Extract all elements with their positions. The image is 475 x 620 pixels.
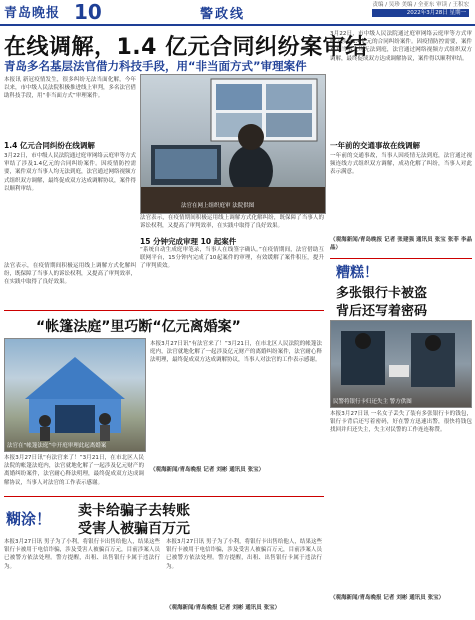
masthead-meta	[372, 1, 469, 17]
police-returning-cards-illustration	[331, 321, 471, 407]
lead-body-2: “系统自动生成庭审笔录，当事人在线签字确认。”在疫情期间，法官借助互联网平台，15分钟内完成了10起案件的审理，有效缓解了案件积压，提升了审判质效。	[140, 247, 324, 270]
story4-body-cont: 本报3月27日讯 男子为了小利，将银行卡出售给他人，结果这些银行卡被用于电信诈骗，涉及受害人被骗百万元，目前涉案人员已被警方依法处理。警方提醒，出租、出售银行卡属于违法行为。	[166, 539, 322, 570]
lead-subhead-1: 1.4 亿元合同纠纷在线调解	[4, 141, 95, 150]
lead-subhead-2: 15 分钟完成审理 10 起案件	[140, 237, 237, 246]
lead-subhead-3: 一年前的交通事故在线调解	[330, 141, 420, 150]
story2-credit: （观海新闻/青岛晚报 记者 刘彬 通讯员 张宝）	[150, 467, 265, 473]
masthead-rule	[0, 24, 475, 26]
lead-subhead: 青岛多名基层法官借力科技手段，用“非当面方式”审理案件	[4, 59, 307, 73]
story4-headline-2: 受害人被骗百万元	[78, 521, 190, 537]
lead-body-1: 3月22日，市中级人民法院通过庭审网络云庭审等方式审结了涉及1.4亿元的合同纠纷案件。因疫情防控需要，案件双方当事人均无法到庭，法官通过网络视频方式组织双方调解，最终促成双方达成调解协议，案件得以顺利审结。	[4, 153, 136, 192]
editor-line: 责编 / 吴珍 美编 / 全亚东 审读 / 王积宏	[372, 2, 469, 8]
section-title: 警政线	[200, 7, 246, 22]
newspaper-brand: 青岛晚报	[4, 6, 61, 21]
story4-headline-1: 卖卡给骗子去转账	[78, 503, 190, 519]
story2-body-cont: 本报3月27日讯“有法官来了！”3月21日，在市北区人民法院的帐篷法庭内，法官就地化解了一起涉及亿元财产的离婚纠纷案件，法官耐心释法明理，最终促成双方达成调解协议，当事人对法官的工作表示感谢。	[150, 341, 322, 364]
story2-photo-caption: 法官在“帐篷法庭”中开庭审理此起离婚案	[7, 443, 107, 449]
date-line: 2022年3月28日 星期一	[372, 9, 469, 17]
divider-line	[4, 310, 324, 311]
lead-headline: 在线调解，1.4 亿元合同纠纷案审结	[4, 35, 368, 60]
lead-body-right: 3月22日，市中级人民法院通过庭审网络云庭审等方式审结了涉及1.4亿元的合同纠纷案件。因疫情防控需要，案件双方当事人均无法到庭，法官通过网络视频方式组织双方调解，最终促成双方达成调解协议，案件得以顺利审结。	[330, 31, 472, 62]
court-screen-illustration	[141, 75, 325, 213]
page-number: 10	[74, 0, 102, 24]
lead-body-1b: 法官表示，在疫情期间积极运用线上调解方式化解纠纷，既保障了当事人的诉讼权利，又提高了审判效率，在实践中取得了良好效果。	[140, 215, 324, 230]
lead-body-3: 一年前的交通事故，当事人因疫情无法到庭，法官通过视频连线方式组织双方调解，成功化解了纠纷，当事人对此表示满意。	[330, 153, 472, 176]
story3-photo-caption: 民警将银行卡归还失主 警方供图	[333, 399, 412, 405]
lead-intro: 本报讯 新冠疫情发生，很多纠纷无法当面化解，今年以来，市中级人民法院积极推进线上审判，多名法官借助科技手段，用“非当面方式”审理案件。	[4, 77, 136, 100]
story4-tag: 糊涂！	[6, 510, 52, 528]
tent-court-illustration	[5, 339, 145, 451]
story2-photo	[4, 338, 146, 452]
story2-body: 本报3月27日讯“有法官来了！”3月21日，在市北区人民法院的帐篷法庭内，法官就地化解了一起涉及亿元财产的离婚纠纷案件，法官耐心释法明理，最终促成双方达成调解协议，当事人对法官的工作表示感谢。	[4, 455, 144, 486]
lead-body-1-cont: 法官表示，在疫情期间积极运用线上调解方式化解纠纷，既保障了当事人的诉讼权利，又提高了审判效率，在实践中取得了良好效果。	[4, 263, 136, 286]
story3-tag: 糟糕！	[336, 265, 378, 281]
story3-headline-2: 背后还写着密码	[336, 304, 428, 319]
story4-body: 本报3月27日讯 男子为了小利，将银行卡出售给他人，结果这些银行卡被用于电信诈骗，涉及受害人被骗百万元，目前涉案人员已被警方依法处理。警方提醒，出租、出售银行卡属于违法行为。	[4, 539, 160, 570]
lead-photo	[140, 74, 326, 214]
story3-credit: （观海新闻/青岛晚报 记者 刘彬 通讯员 张宝）	[330, 595, 445, 601]
story3-body: 本报3月27日讯 一名女子丢失了装有多张银行卡的钱包，银行卡背后还写着密码，好在警方迅速出警，很快将钱包找回并归还失主，失主对民警的工作连连称赞。	[330, 411, 472, 434]
divider-line-right	[330, 258, 472, 259]
story3-headline-1: 多张银行卡被盗	[336, 286, 428, 301]
story4-credit: （观海新闻/青岛晚报 记者 刘彬 通讯员 张宝）	[166, 605, 281, 611]
masthead	[0, 0, 475, 24]
lead-photo-caption: 法官在网上组织庭审 法院供图	[181, 203, 255, 209]
divider-line-2	[4, 496, 324, 497]
lead-credit: （观海新闻/青岛晚报 记者 张建强 通讯员 张宝 张菲 李晶晶）	[330, 237, 472, 252]
story2-headline: “帐篷法庭”里巧断“亿元离婚案”	[36, 319, 241, 335]
story3-photo	[330, 320, 472, 408]
